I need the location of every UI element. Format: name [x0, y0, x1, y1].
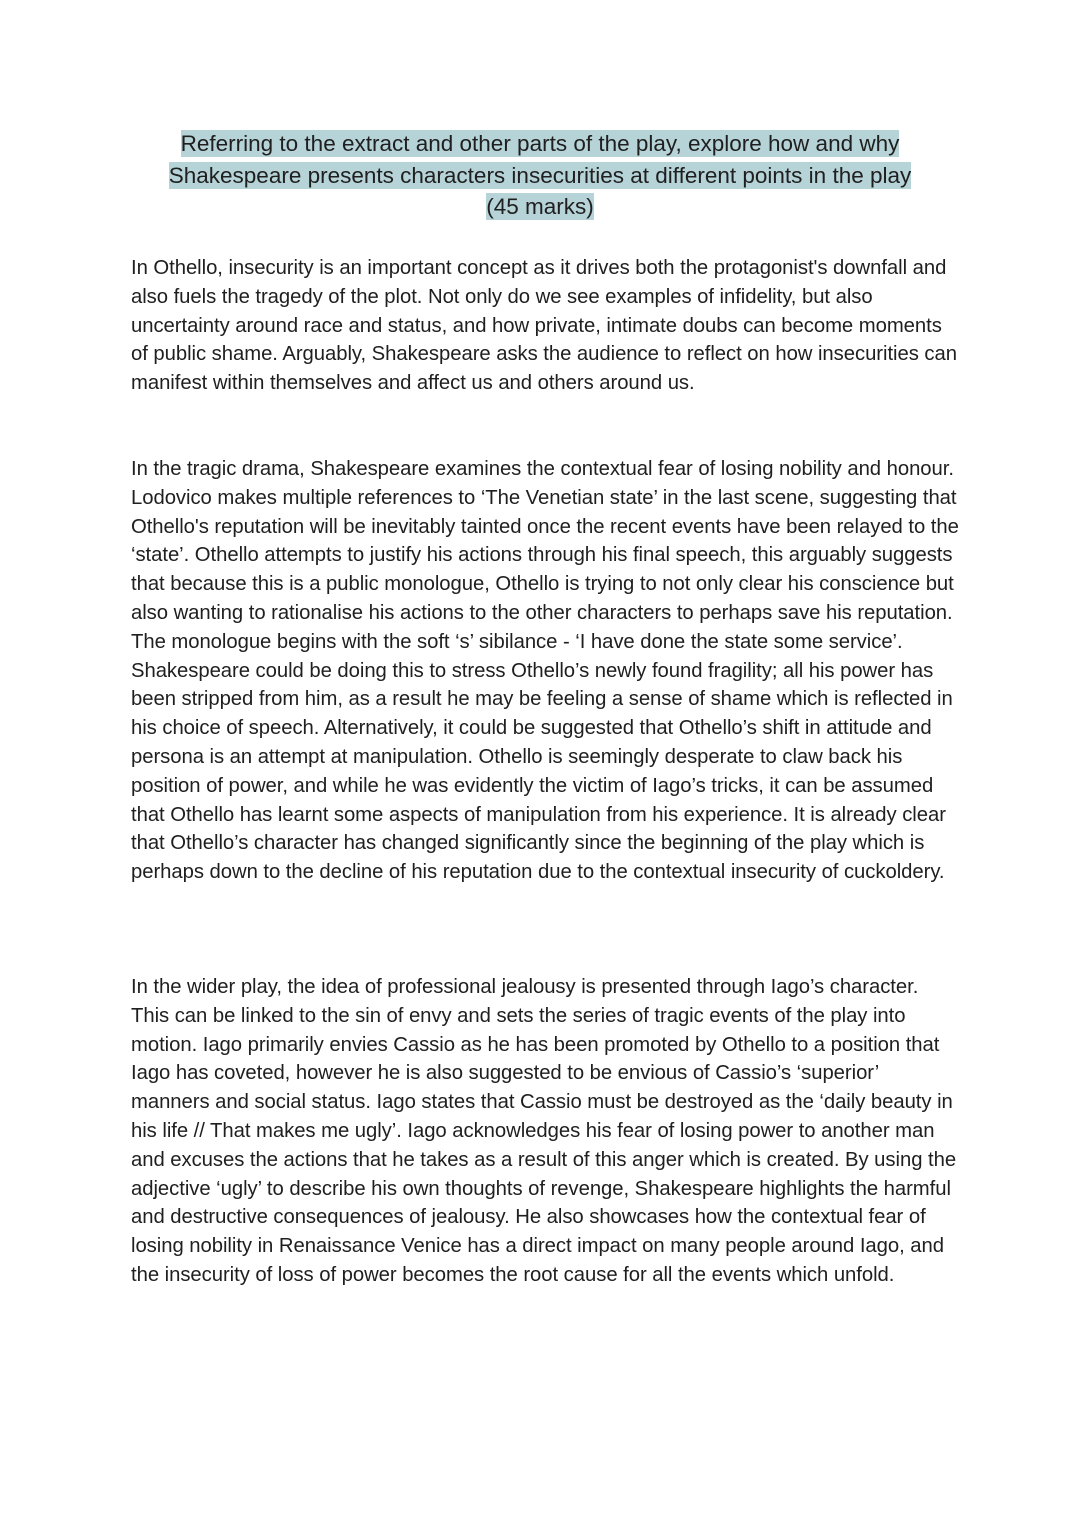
- question-line-1: Referring to the extract and other parts of the play, explore how and why: [180, 131, 900, 156]
- paragraph-introduction: In Othello, insecurity is an important concept as it drives both the protagonist's downfall and also fuels the tragedy of the plot. Not only do we see examples of infidelity, but also uncertainty around race and status, and how private, intimate doubs can become moments of public shame. Arguably, Shakespeare asks the audience to reflect on how insecurities can manifest within themselves and affect us and others around us.: [131, 257, 957, 395]
- question-line-2: Shakespeare presents characters insecurities at different points in the play: [168, 162, 912, 188]
- question-marks: (45 marks): [486, 194, 594, 219]
- paragraph-othello-reputation: In the tragic drama, Shakespeare examines the contextual fear of losing nobility and honour. Lodovico makes multiple references to ‘The Venetian state’ in the last scene, suggesting that Othello's reputation will be inevitably tainted once the recent events have been relayed to the ‘state’. Othello attempts to justify his actions through his final speech, this arguably suggests that because this is a public monologue, Othello is trying to not only clear his conscience but also wanting to rationalise his actions to the other characters to perhaps save his reputation. The monologue begins with the soft ‘s’ sibilance - ‘I have done the state some service’. Shakespeare could be doing this to stress Othello’s newly found fragility; all his power has been stripped from him, as a result he may be feeling a sense of shame which is reflected in his choice of speech. Alternatively, it could be suggested that Othello’s shift in attitude and persona is an attempt at manipulation. Othello is seemingly desperate to claw back his position of power, and while he was evidently the victim of Iago’s tricks, it can be assumed that Othello has learnt some aspects of manipulation from his experience. It is already clear that Othello’s character has changed significantly since the beginning of the play which is perhaps down to the decline of his reputation due to the contextual insecurity of cuckoldery.: [131, 458, 959, 884]
- paragraph-iago-jealousy: In the wider play, the idea of professional jealousy is presented through Iago’s character. This can be linked to the sin of envy and sets the series of tragic events of the play into motion. Iago primarily envies Cassio as he has been promoted by Othello to a position that Iago has coveted, however he is also suggested to be envious of Cassio’s ‘superior’ manners and social status. Iago states that Cassio must be destroyed as the ‘daily beauty in his life // That makes me ugly’. Iago acknowledges his fear of losing power to another man and excuses the actions that he takes as a result of this anger which is created. By using the adjective ‘ugly’ to describe his own thoughts of revenge, Shakespeare highlights the harmful and destructive consequences of jealousy. He also showcases how the contextual fear of losing nobility in Renaissance Venice has a direct impact on many people around Iago, and the insecurity of loss of power becomes the root cause for all the events which unfold.: [131, 976, 957, 1286]
- essay-question: [100, 128, 980, 223]
